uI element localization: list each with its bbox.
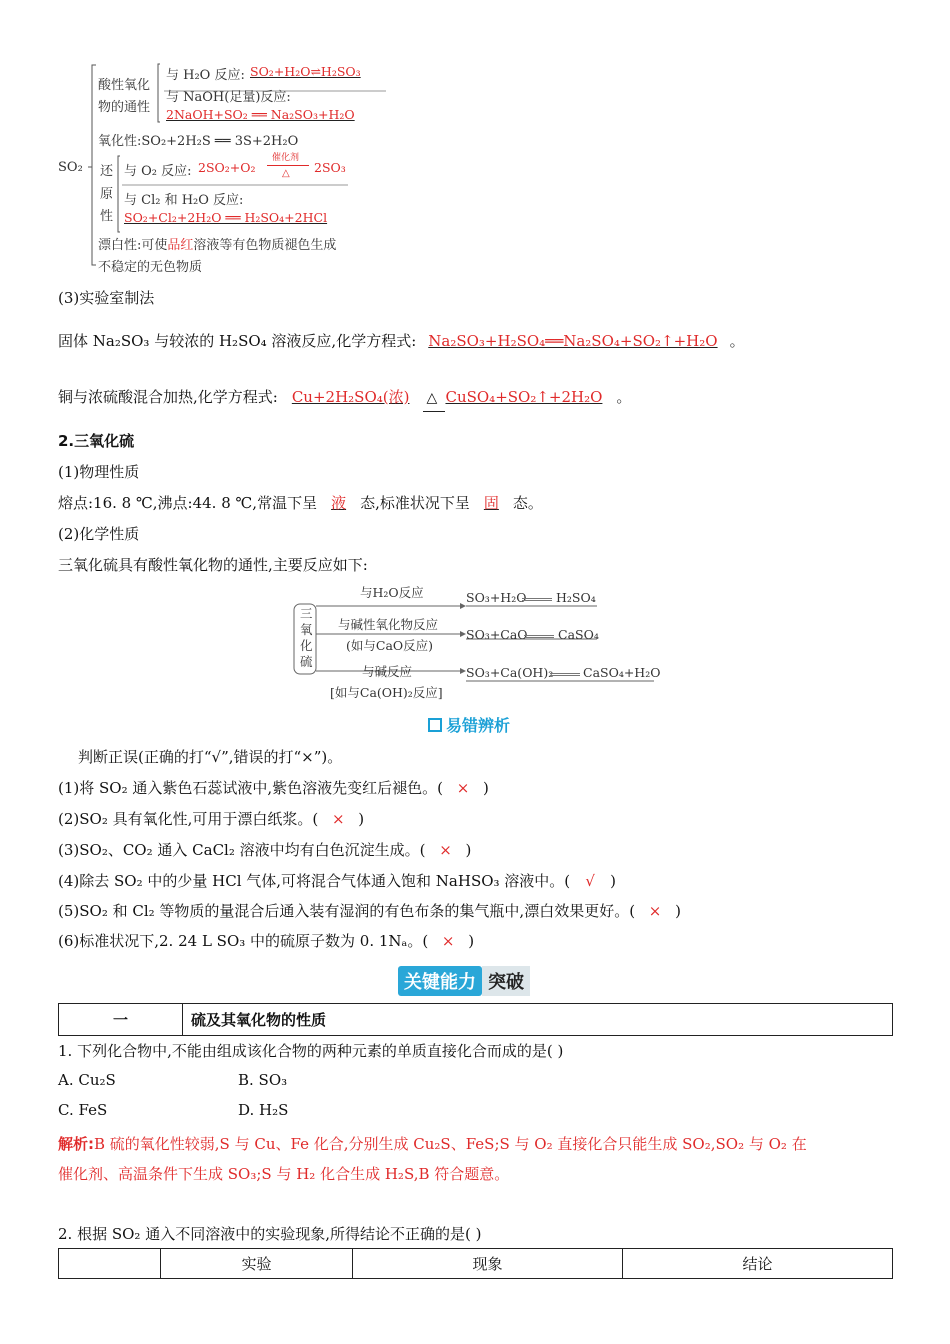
lab2-answer-left: Cu+2H₂SO₄(浓) — [291, 388, 410, 406]
chem-title: (2)化学性质 — [58, 525, 140, 543]
phys-answer-liquid: 液 — [331, 494, 347, 512]
so3-r2-lhs: SO₃+CaO — [466, 627, 528, 642]
q1-stem: 1. 下列化合物中,不能由组成该化合物的两种元素的单质直接化合而成的是( ) — [58, 1042, 564, 1060]
so3-r2-sub: (如与CaO反应) — [346, 638, 434, 653]
so3-r3-lhs: SO₃+Ca(OH)₂ — [466, 665, 554, 680]
sec3-title: (3)实验室制法 — [58, 289, 155, 307]
key-ability-banner: 关键能力 突破 — [398, 966, 530, 996]
reducing-c1: 还 — [100, 164, 114, 179]
so3-r3-label: 与碱反应 — [362, 664, 413, 679]
tf-item-5: (5)SO₂ 和 Cl₂ 等物质的量混合后通入装有湿润的有色布条的集气瓶中,漂白效果更好。( × ) — [58, 902, 681, 920]
phys-line: 熔点:16. 8 ℃,沸点:44. 8 ℃,常温下呈 液 态,标准状况下呈 固 态。 — [58, 494, 543, 512]
section-title: 硫及其氧化物的性质 — [183, 1004, 893, 1036]
section-number: 一 — [59, 1004, 183, 1036]
so3-root-c2: 氧 — [300, 622, 313, 637]
q2-header-row — [59, 1249, 893, 1279]
section-header-table — [58, 1003, 893, 1036]
so3-r2-label: 与碱性氧化物反应 — [338, 617, 439, 632]
acid-label-l2: 物的通性 — [98, 100, 151, 115]
so3-r3-rhs: CaSO₄+H₂O — [583, 665, 661, 680]
checkbox-icon — [428, 718, 442, 732]
bleach-line1: 漂白性:可使品红溶液等有色物质褪色生成 — [98, 238, 337, 253]
red-o2-heat: △ — [282, 168, 290, 179]
tf-item-3: (3)SO₂、CO₂ 通入 CaCl₂ 溶液中均有白色沉淀生成。( × ) — [58, 841, 472, 859]
tf-mark-1: × — [456, 779, 470, 797]
tf-item-4: (4)除去 SO₂ 中的少量 HCl 气体,可将混合气体通入饱和 NaHSO₃ 溶液中。( √ ) — [58, 872, 617, 890]
bleach-line2: 不稳定的无色物质 — [98, 260, 203, 275]
so2-root: SO₂ — [58, 160, 83, 175]
so3-r3-sub: [如与Ca(OH)₂反应] — [330, 685, 443, 700]
tf-item-6: (6)标准状况下,2. 24 L SO₃ 中的硫原子数为 0. 1Nₐ。( × ) — [58, 932, 475, 950]
tf-mark-2: × — [331, 810, 345, 828]
so3-root-c1: 三 — [300, 606, 313, 621]
tf-intro: 判断正误(正确的打“√”,错误的打“×”)。 — [78, 748, 343, 766]
acid-r2-label: 与 NaOH(足量)反应: — [166, 90, 291, 105]
red-o2-eq: 2SO₂+O₂ — [198, 160, 256, 175]
red-o2-label: 与 O₂ 反应: — [124, 164, 192, 179]
lab1-line: 固体 Na₂SO₃ 与较浓的 H₂SO₄ 溶液反应,化学方程式: Na₂SO₃+H₂SO₄══Na₂SO₄+SO₂↑+H₂O 。 — [58, 332, 745, 350]
red-o2-product: 2SO₃ — [314, 160, 346, 175]
q1-option-a: A. Cu₂S — [58, 1071, 116, 1089]
so3-r1-equals — [522, 598, 552, 601]
so3-r1-rhs: H₂SO₄ — [556, 590, 596, 605]
lab2-line: 铜与浓硫酸混合加热,化学方程式: Cu+2H₂SO₄(浓) △ CuSO₄+SO₂↑+2H₂O 。 — [58, 386, 631, 407]
tf-mark-4: √ — [585, 872, 595, 890]
so3-root-c4: 硫 — [300, 654, 313, 669]
so3-r2-equals — [524, 635, 554, 638]
tf-mark-3: × — [439, 841, 452, 859]
easy-title: 易错辨析 — [428, 713, 510, 736]
so3-r3-equals — [550, 673, 580, 676]
acid-label-l1: 酸性氧化 — [98, 78, 151, 93]
phys-answer-solid: 固 — [483, 494, 499, 512]
tf-mark-6: × — [441, 932, 455, 950]
q2-table — [58, 1248, 893, 1279]
phys-title: (1)物理性质 — [58, 463, 140, 481]
lab1-answer: Na₂SO₃+H₂SO₄══Na₂SO₄+SO₂↑+H₂O — [428, 332, 718, 350]
tf-mark-5: × — [648, 902, 662, 920]
so3-r2-rhs: CaSO₄ — [558, 627, 599, 642]
red-o2-arrow — [267, 165, 309, 166]
q2-header-phenomenon: 现象 — [353, 1249, 623, 1279]
q2-header-conclusion: 结论 — [623, 1249, 893, 1279]
red-o2-catalyst: 催化剂 — [272, 153, 300, 163]
chem-intro: 三氧化硫具有酸性氧化物的通性,主要反应如下: — [58, 556, 368, 574]
oxidizing-line: 氧化性:SO₂+2H₂S ══ 3S+2H₂O — [98, 134, 299, 149]
reducing-c3: 性 — [100, 209, 114, 224]
q2-stem: 2. 根据 SO₂ 通入不同溶液中的实验现象,所得结论不正确的是( ) — [58, 1225, 482, 1243]
q2-header-experiment: 实验 — [161, 1249, 353, 1279]
q1-option-c: C. FeS — [58, 1101, 108, 1119]
acid-r1-label: 与 H₂O 反应: — [166, 68, 245, 83]
q1-option-d: D. H₂S — [238, 1101, 289, 1119]
so3-r1-lhs: SO₃+H₂O — [466, 590, 527, 605]
q1-option-b: B. SO₃ — [238, 1071, 288, 1089]
tf-item-1: (1)将 SO₂ 通入紫色石蕊试液中,紫色溶液先变红后褪色。( × ) — [58, 779, 489, 797]
section-heading-so3: 2.三氧化硫 — [58, 432, 135, 450]
acid-r1-eq: SO₂+H₂O⇌H₂SO₃ — [250, 64, 361, 79]
acid-r2-eq: 2NaOH+SO₂ ══ Na₂SO₃+H₂O — [166, 107, 355, 122]
reducing-c2: 原 — [100, 187, 114, 202]
q1-analysis-line1: 解析:B 硫的氧化性较弱,S 与 Cu、Fe 化合,分别生成 Cu₂S、FeS;S 与 O₂ 直接化合只能生成 SO₂,SO₂ 与 O₂ 在 — [58, 1135, 807, 1153]
q1-analysis-line2: 催化剂、高温条件下生成 SO₃;S 与 H₂ 化合生成 H₂S,B 符合题意。 — [58, 1165, 510, 1183]
red-cl2-label: 与 Cl₂ 和 H₂O 反应: — [124, 193, 244, 208]
q2-header-blank — [59, 1249, 161, 1279]
so3-r1-label: 与H₂O反应 — [360, 585, 424, 600]
tf-item-2: (2)SO₂ 具有氧化性,可用于漂白纸浆。( × ) — [58, 810, 365, 828]
so3-root-c3: 化 — [300, 638, 313, 653]
red-cl2-eq: SO₂+Cl₂+2H₂O ══ H₂SO₄+2HCl — [124, 210, 328, 225]
lab2-answer-right: CuSO₄+SO₂↑+2H₂O — [445, 388, 603, 406]
